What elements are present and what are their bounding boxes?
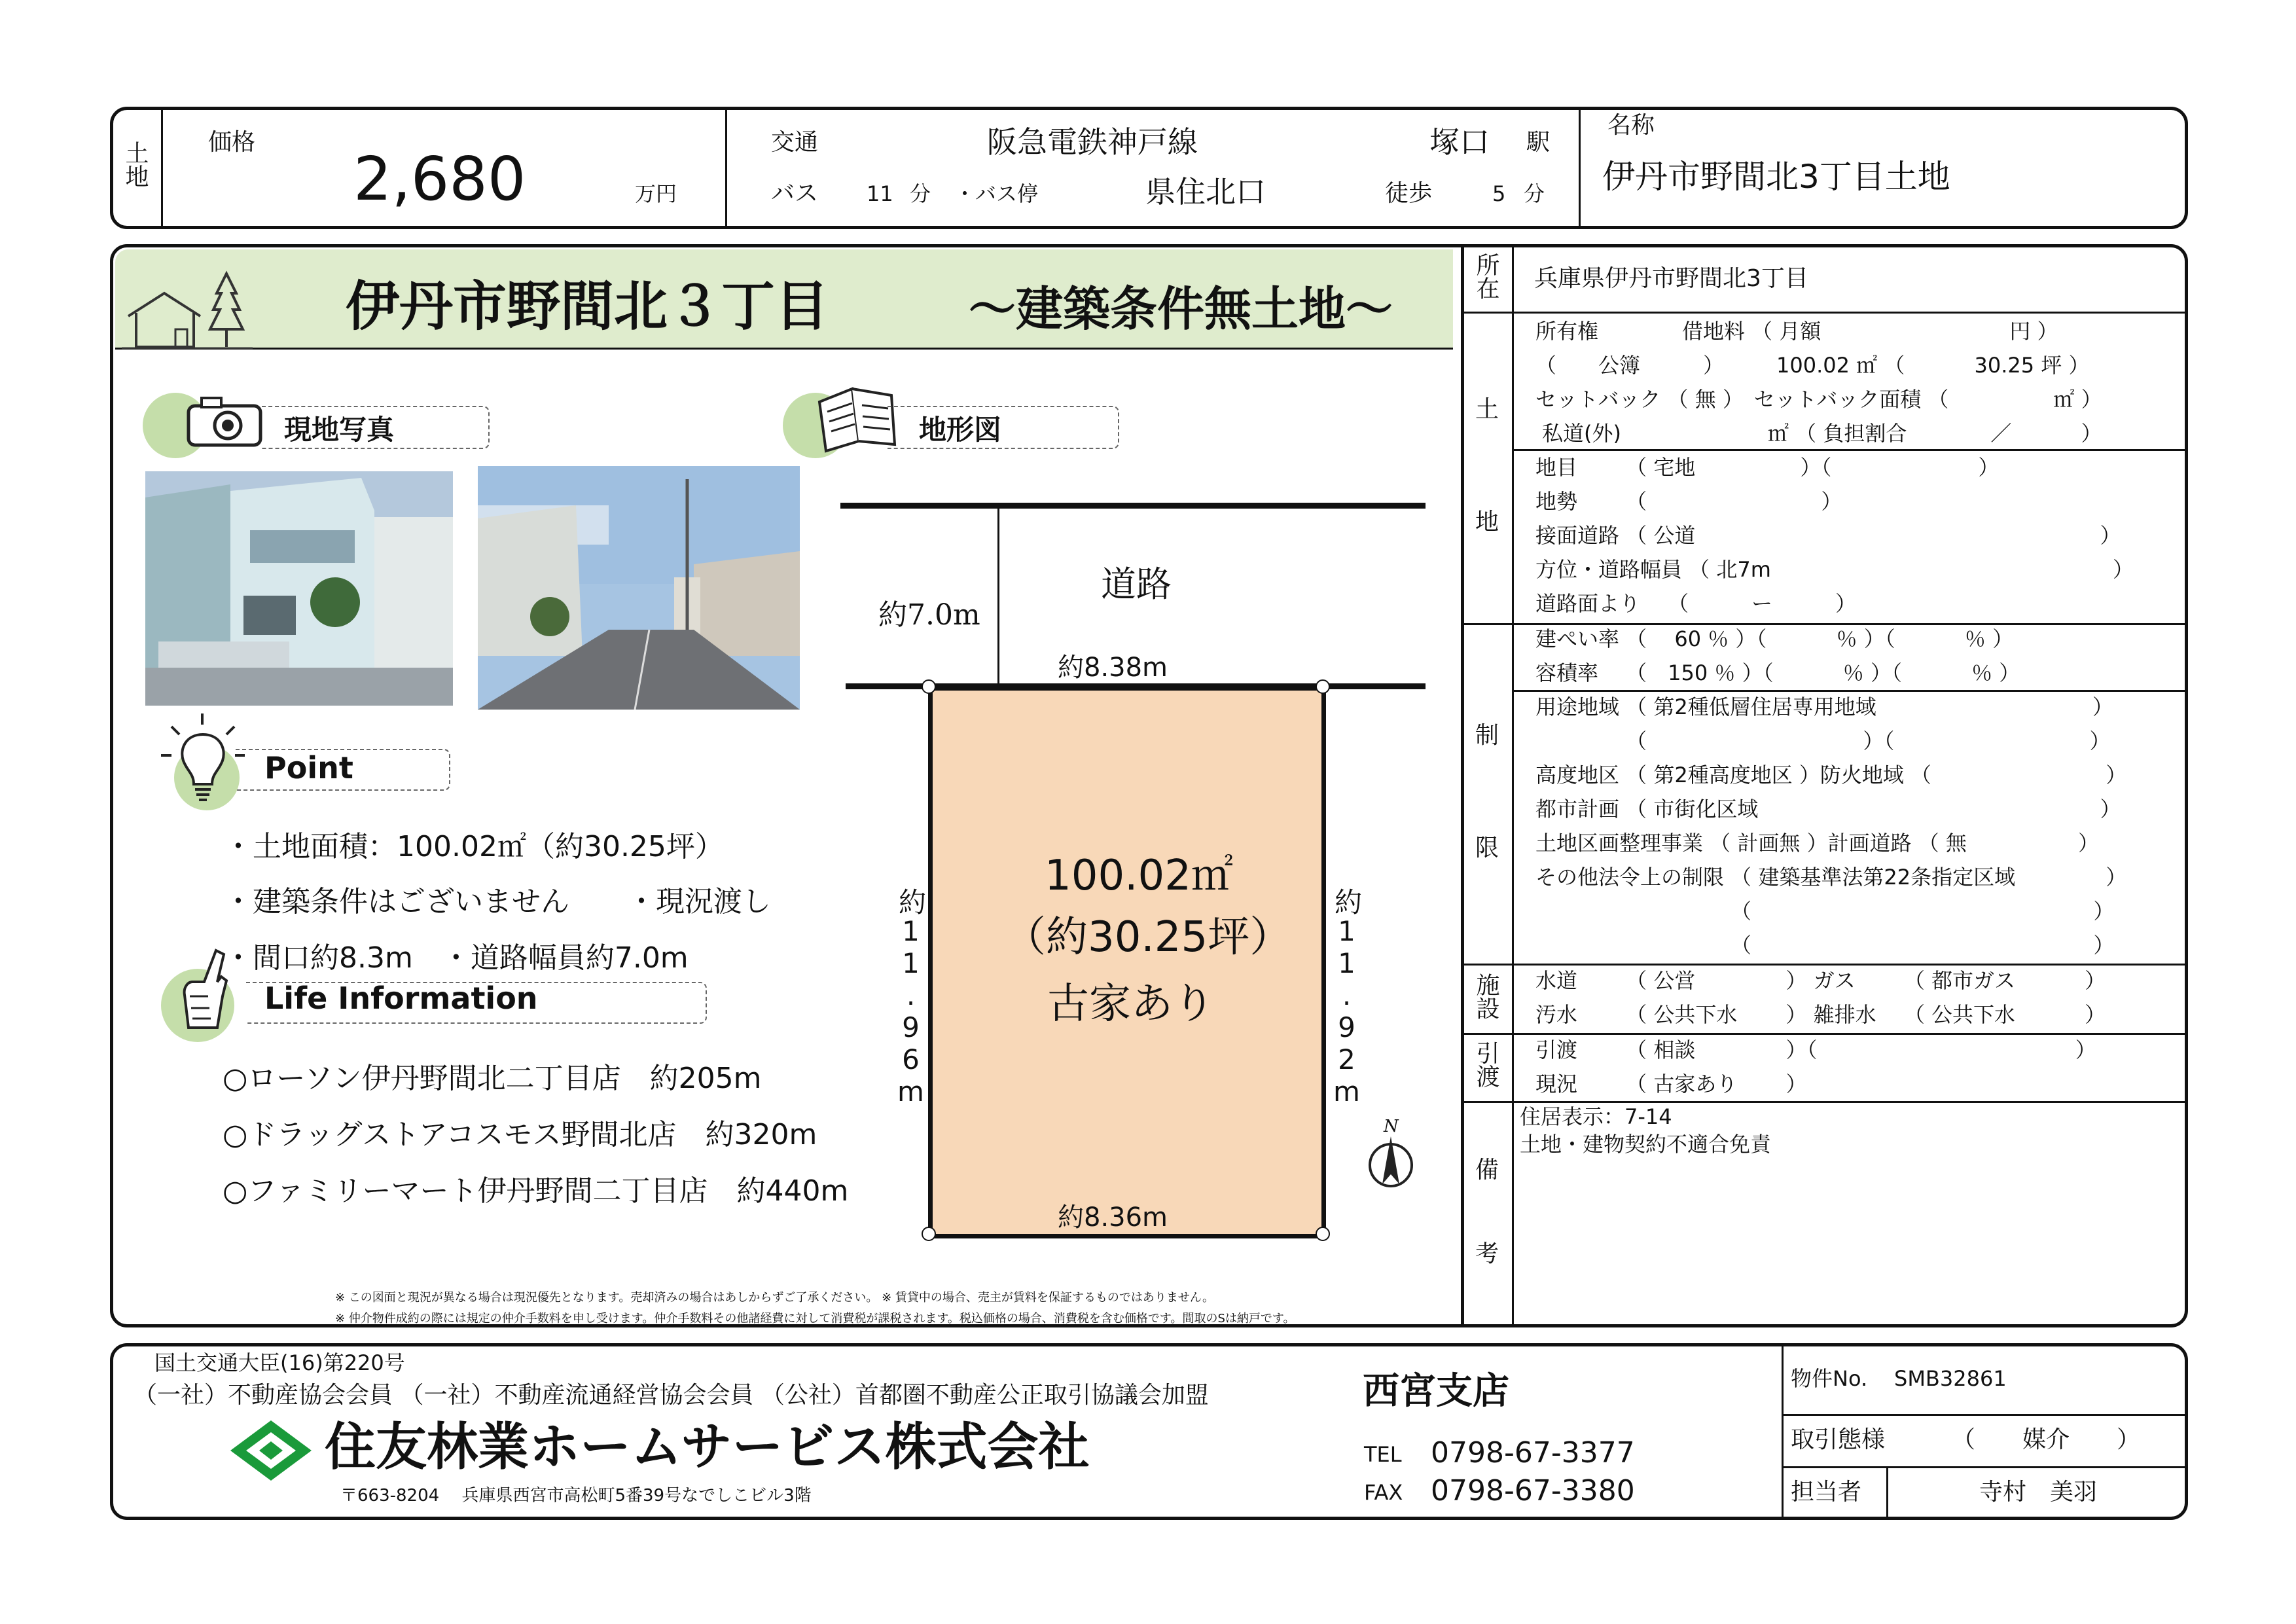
lot-note: 古家あり (1047, 980, 1215, 1028)
transport-label: 交通 (771, 129, 819, 156)
banner-title: 伊丹市野間北３丁目 (346, 276, 829, 338)
spec-row-frontage-road: 接面道路 （ 公道 ） (1535, 523, 2121, 548)
spec-row-direction: 方位・道路幅員 （ 北7m ） (1535, 557, 2134, 582)
spec-row-zoning: 用途地域 （ 第2種低層住居専用地域 ） (1535, 695, 2113, 719)
bus-stop: 県住北口 (1145, 174, 1266, 209)
bus-stop-label: ・バス停 (954, 181, 1039, 206)
site-photo-1 (145, 471, 453, 706)
point-item-3: ・間口約8.3m ・道路幅員約7.0m (224, 941, 689, 975)
road-width-label: 約7.0m (878, 598, 980, 632)
company-address: 〒663-8204 兵庫県西宮市高松町5番39号なでしこビル3階 (340, 1486, 812, 1506)
fax-number: 0798-67-3380 (1431, 1474, 1635, 1507)
association-memberships: （一社）不動産協会会員 （一社）不動産流通経営協会会員 （公社）首都圏不動産公正取引協議会加盟 (134, 1382, 1209, 1409)
spec-row-area: （ 公簿 ） 100.02 ㎡ （ 30.25 坪 ） (1535, 353, 2090, 378)
price-unit: 万円 (635, 181, 677, 206)
restrict-label-1: 制 (1475, 722, 1499, 749)
name-label: 名称 (1607, 112, 1655, 139)
walk-label: 徒歩 (1385, 180, 1433, 207)
remarks-line-2: 土地・建物契約不適合免責 (1520, 1132, 1772, 1157)
point-item-2: ・建築条件はございません ・現況渡し (224, 885, 771, 918)
spec-row-height-district: 高度地区 （ 第2種高度地区 ）防火地域 （ ） (1535, 763, 2127, 787)
walk-minutes: 5 (1492, 181, 1506, 206)
staff-label: 担当者 (1791, 1479, 1862, 1506)
photos-label: 現地写真 (284, 414, 395, 446)
spec-row-terrain: 地勢 （ ） (1535, 489, 1842, 514)
station-name: 塚口 (1429, 124, 1490, 160)
location-value: 兵庫県伊丹市野間北3丁目 (1534, 265, 1808, 292)
staff-name: 寺村 美羽 (1979, 1479, 2098, 1506)
location-label: 所在 (1473, 253, 1499, 300)
bus-minutes: 11 (867, 181, 893, 206)
spec-row-setback: セットバック （ 無 ） セットバック面積 （ ㎡ ） (1535, 387, 2102, 412)
spec-row-road-level: 道路面より （ ー ） (1535, 591, 1857, 616)
road-width-line (997, 508, 999, 686)
spec-row-coverage: 建ぺい率 （ 60 ％ ）（ ％ ）（ ％ ） (1535, 626, 2014, 651)
lot-area-tsubo: （約30.25坪） (1004, 913, 1292, 962)
left-depth-label: 約11.96m (895, 888, 927, 1108)
branch-name: 西宮支店 (1363, 1370, 1509, 1413)
top-width-label: 約8.38m (1058, 653, 1168, 683)
spec-row-sewage: 汚水 （ 公共下水 ） 雑排水 （ 公共下水 ） (1535, 1002, 2106, 1027)
life-item-3: ○ファミリーマート伊丹野間二丁目店 約440m (223, 1174, 849, 1208)
price-value: 2,680 (353, 144, 526, 214)
remarks-line-1: 住居表示：7-14 (1520, 1104, 1672, 1129)
tel-label: TEL (1364, 1442, 1402, 1467)
property-type: 土地 (122, 141, 149, 188)
property-no-label: 物件No. (1791, 1366, 1868, 1391)
north-label: N (1384, 1117, 1399, 1136)
facility-label: 施設 (1473, 973, 1499, 1020)
bottom-width-label: 約8.36m (1058, 1202, 1168, 1233)
spec-row-current: 現況 （ 古家あり ） (1535, 1072, 1807, 1096)
life-item-2: ○ドラッグストアコスモス野間北店 約320m (223, 1118, 817, 1151)
land-label-2: 地 (1475, 509, 1499, 535)
map-label: 地形図 (919, 414, 1002, 446)
property-name: 伊丹市野間北3丁目土地 (1602, 158, 1950, 196)
spec-row-readjustment: 土地区画整理事業 （ 計画無 ）計画道路 （ 無 ） (1535, 831, 2100, 856)
banner-subtitle: ～建築条件無土地～ (969, 281, 1393, 336)
walk-unit: 分 (1524, 181, 1545, 206)
road-label: 道路 (1101, 564, 1172, 605)
life-label: Life Information (264, 981, 538, 1016)
spec-row-handover: 引渡 （ 相談 ）（ ） (1535, 1038, 2096, 1062)
camera-icon (182, 393, 267, 452)
property-no: SMB32861 (1894, 1366, 2007, 1391)
spec-row-far: 容積率 （ 150 ％ ）（ ％ ）（ ％ ） (1535, 660, 2020, 685)
pointing-hand-icon (152, 943, 250, 1047)
spec-row-other-laws-2: （ ） (1535, 899, 2115, 924)
site-photo-2 (478, 466, 800, 710)
train-line: 阪急電鉄神戸線 (987, 124, 1198, 160)
bus-minutes-unit: 分 (910, 181, 931, 206)
fax-label: FAX (1364, 1480, 1403, 1505)
license-number: 国土交通大臣(16)第220号 (154, 1350, 405, 1375)
restrict-label-2: 限 (1475, 835, 1499, 861)
station-suffix: 駅 (1526, 129, 1551, 156)
deal-type: （ 媒介 ） (1952, 1426, 2141, 1453)
spec-row-city-plan: 都市計画 （ 市街化区域 ） (1535, 797, 2121, 821)
spec-row-land-category: 地目 （ 宅地 ）（ ） (1535, 455, 2000, 480)
remarks-label-2: 考 (1475, 1240, 1499, 1267)
point-item-1: ・土地面積：100.02㎡（約30.25坪） (224, 830, 724, 863)
spec-row-other-laws: その他法令上の制限 （ 建築基準法第22条指定区域 ） (1535, 865, 2127, 890)
deal-label: 取引態様 (1791, 1426, 1886, 1453)
disclaimer-1: ※ この図面と現況が異なる場合は現況優先となります。売却済みの場合はあしからずご了承ください。 ※ 賃貸中の場合、売主が賃料を保証するものではありません。 (335, 1291, 1214, 1305)
spec-row-ownership: 所有権 借地料 （ 月額 円 ） (1535, 319, 2058, 344)
land-label-1: 土 (1475, 396, 1499, 423)
lot-area: 100.02㎡ (1045, 852, 1233, 900)
road-edge-top (840, 503, 1426, 509)
life-item-1: ○ローソン伊丹野間北二丁目店 約205m (223, 1062, 762, 1095)
spec-row-water: 水道 （ 公営 ） ガス （ 都市ガス ） (1535, 968, 2106, 993)
point-label: Point (264, 750, 353, 785)
spec-row-private-road: 私道(外) ㎡ （ 負担割合 ／ ） (1542, 421, 2102, 446)
tel-number: 0798-67-3377 (1431, 1436, 1635, 1470)
price-label: 価格 (208, 129, 256, 156)
spec-row-other-laws-3: （ ） (1535, 933, 2115, 958)
lot-shape (928, 686, 1326, 1238)
right-depth-label: 約11.92m (1331, 888, 1363, 1108)
handover-label: 引渡 (1473, 1041, 1499, 1088)
company-name: 住友林業ホームサービス株式会社 (325, 1418, 1090, 1477)
house-tree-icon (122, 267, 253, 352)
remarks-label-1: 備 (1475, 1157, 1499, 1183)
spec-row-zoning-2: （ ）（ ） (1535, 729, 2111, 753)
disclaimer-2: ※ 仲介物件成約の際には規定の仲介手数料を申し受けます。仲介手数料その他諸経費に対して消費税が課税されます。税込価格の場合、消費税を含む価格です。間取のSは納戸です。 (335, 1312, 1295, 1326)
company-logo-icon (228, 1418, 314, 1483)
bus-label: バス (771, 180, 819, 207)
